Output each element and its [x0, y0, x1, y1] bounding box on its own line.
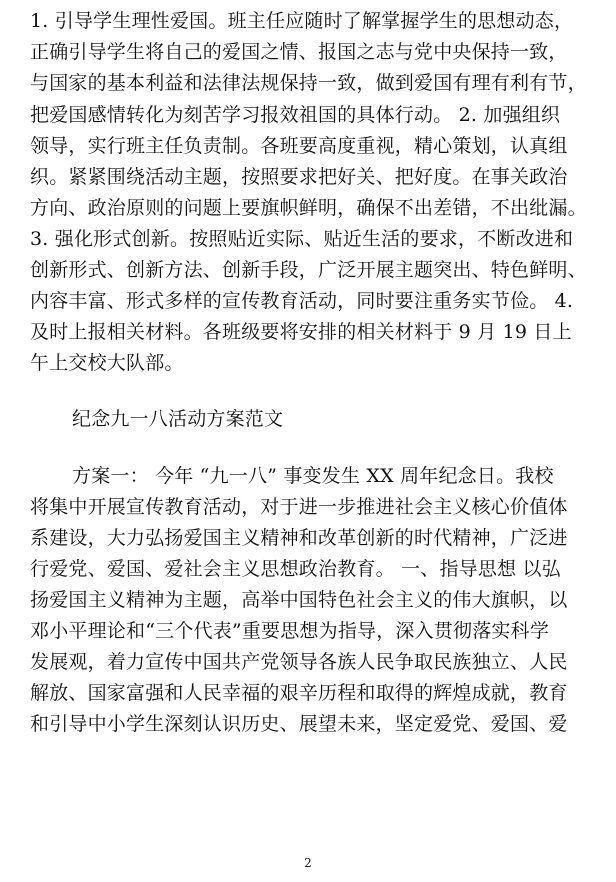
text-line: 织。紧紧围绕活动主题，按照要求把好关、把好度。在事关政治	[30, 166, 568, 188]
text-line: 发展观，着力宣传中国共产党领导各族人民争取民族独立、人民	[30, 651, 568, 673]
text-line: 扬爱国主义精神为主题，高举中国特色社会主义的伟大旗帜，以	[30, 589, 568, 611]
text-line: 正确引导学生将自己的爱国之情、报国之志与党中央保持一致，	[30, 41, 568, 63]
text-line: 1. 引导学生理性爱国。班主任应随时了解掌握学生的思想动态，	[30, 10, 574, 32]
text-line: 创新形式、创新方法、创新手段，广泛开展主题突出、特色鲜明、	[30, 259, 587, 281]
text-line: 将集中开展宣传教育活动，对于进一步推进社会主义核心价值体	[30, 496, 568, 518]
text-line: 3. 强化形式创新。按照贴近实际、贴近生活的要求，不断改进和	[30, 228, 574, 250]
page-number: 2	[304, 856, 312, 870]
text-line: 与国家的基本利益和法律法规保持一致，做到爱国有理有利有节，	[30, 72, 587, 94]
text-line: 及时上报相关材料。各班级要将安排的相关材料于 9 月 19 日上	[30, 321, 572, 343]
text-line: 方案一： 今年 “九一八” 事变发生 XX 周年纪念日。我校	[72, 465, 554, 487]
text-line: 内容丰富、形式多样的宣传教育活动，同时要注重务实节俭。 4.	[30, 290, 574, 312]
text-line: 解放、国家富强和人民幸福的艰辛历程和取得的辉煌成就，教育	[30, 682, 568, 704]
text-line: 和引导中小学生深刻认识历史、展望未来，坚定爱党、爱国、爱	[30, 713, 568, 735]
text-line: 系建设，大力弘扬爱国主义精神和改革创新的时代精神，广泛进	[30, 527, 568, 549]
text-line: 把爱国感情转化为刻苦学习报效祖国的具体行动。 2. 加强组织	[30, 104, 561, 126]
text-line: 领导，实行班主任负责制。各班要高度重视，精心策划，认真组	[30, 135, 568, 157]
text-line: 邓小平理论和“三个代表”重要思想为指导，深入贯彻落实科学	[30, 620, 550, 642]
text-line: 行爱党、爱国、爱社会主义思想政治教育。 一、指导思想 以弘	[30, 558, 561, 580]
section-title: 纪念九一八活动方案范文	[72, 408, 284, 430]
text-line: 方向、政治原则的问题上要旗帜鲜明，确保不出差错，不出纰漏。	[30, 197, 587, 219]
text-line: 午上交校大队部。	[30, 352, 184, 374]
